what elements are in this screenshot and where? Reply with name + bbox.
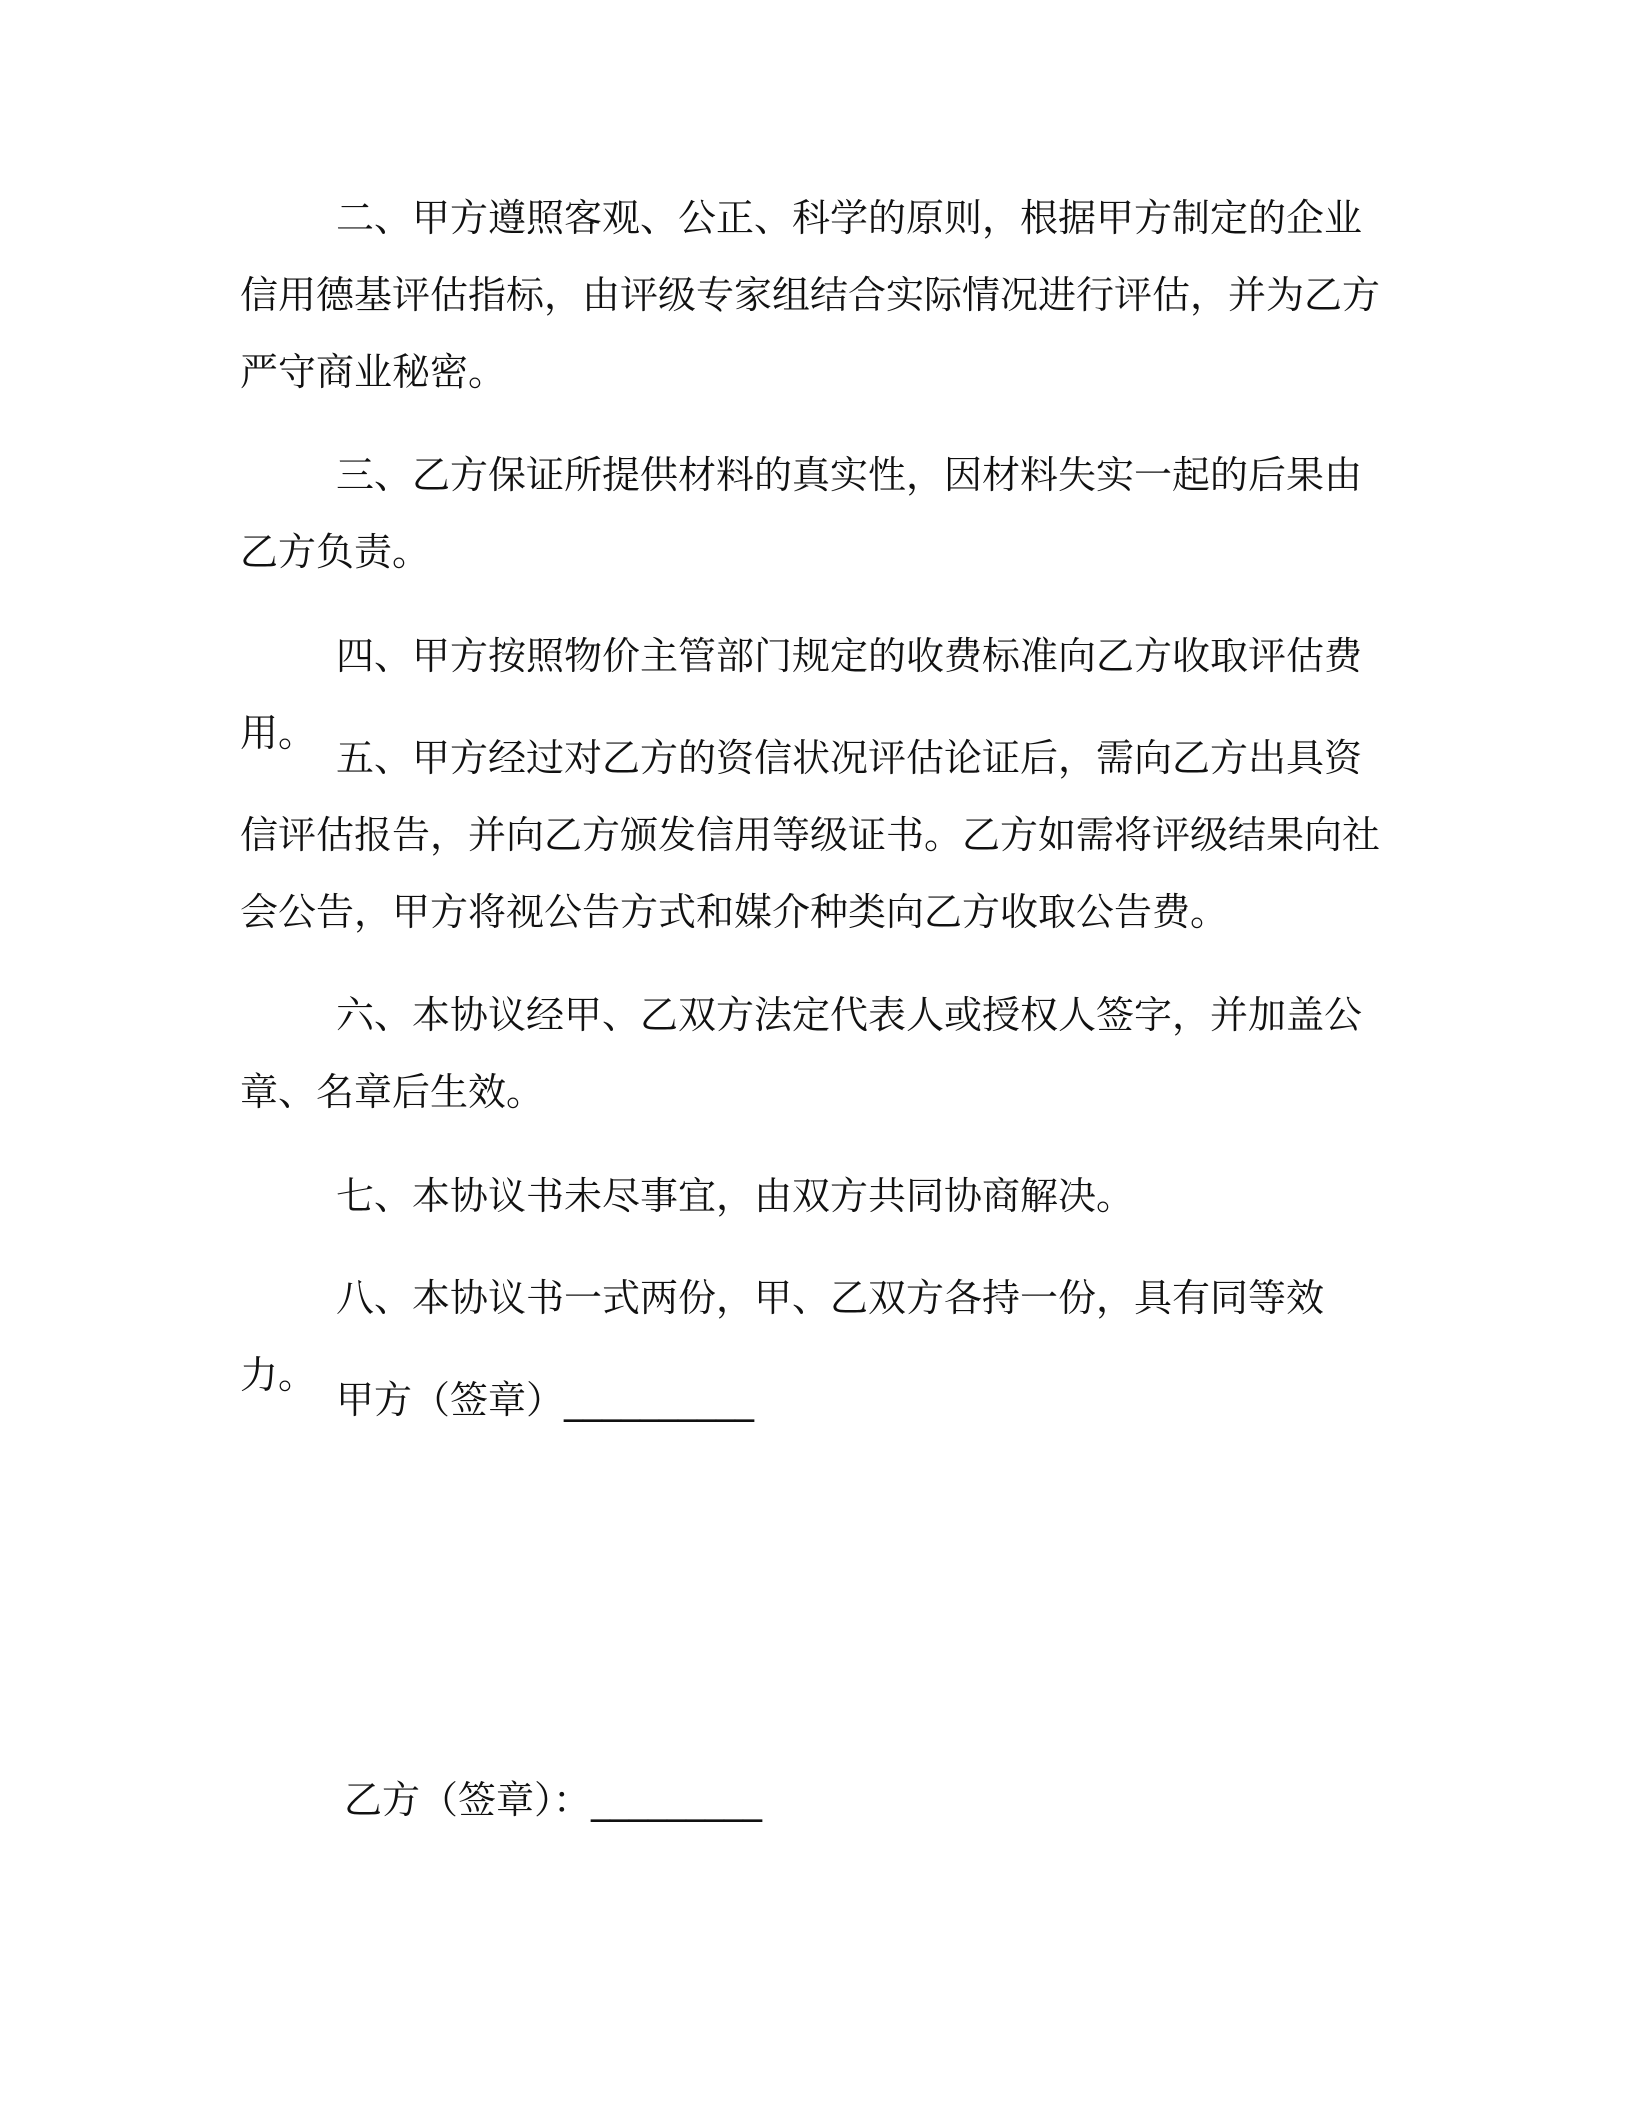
clause-6: 六、本协议经甲、乙双方法定代表人或授权人签字，并加盖公章、名章后生效。 — [240, 993, 1363, 1114]
clause-7: 七、本协议书未尽事宜，由双方共同协商解决。 — [336, 1174, 1135, 1218]
party-b-signature-blank: _________ — [591, 1778, 763, 1822]
clause-8: 八、本协议书一式两份，甲、乙双方各持一份，具有同等效力。 — [240, 1276, 1325, 1397]
party-b-signature-line — [344, 1762, 762, 1839]
party-b-signature-label: 乙方（签章）： — [344, 1778, 592, 1822]
party-a-signature-blank: __________ — [564, 1378, 755, 1422]
clause-4: 四、甲方按照物价主管部门规定的收费标准向乙方收取评估费用。 — [240, 634, 1363, 755]
clause-3: 三、乙方保证所提供材料的真实性，因材料失实一起的后果由乙方负责。 — [240, 453, 1363, 574]
party-a-signature-label: 甲方（签章） — [336, 1378, 565, 1422]
clause-2: 二、甲方遵照客观、公正、科学的原则，根据甲方制定的企业信用德基评估指标，由评级专家组结合实际情况进行评估，并为乙方严守商业秘密。 — [240, 196, 1381, 394]
clause-5: 五、甲方经过对乙方的资信状况评估论证后，需向乙方出具资信评估报告，并向乙方颁发信用等级证书。乙方如需将评级结果向社会公告，甲方将视公告方式和媒介种类向乙方收取公告费。 — [240, 736, 1381, 934]
party-a-signature-line — [336, 1362, 754, 1439]
